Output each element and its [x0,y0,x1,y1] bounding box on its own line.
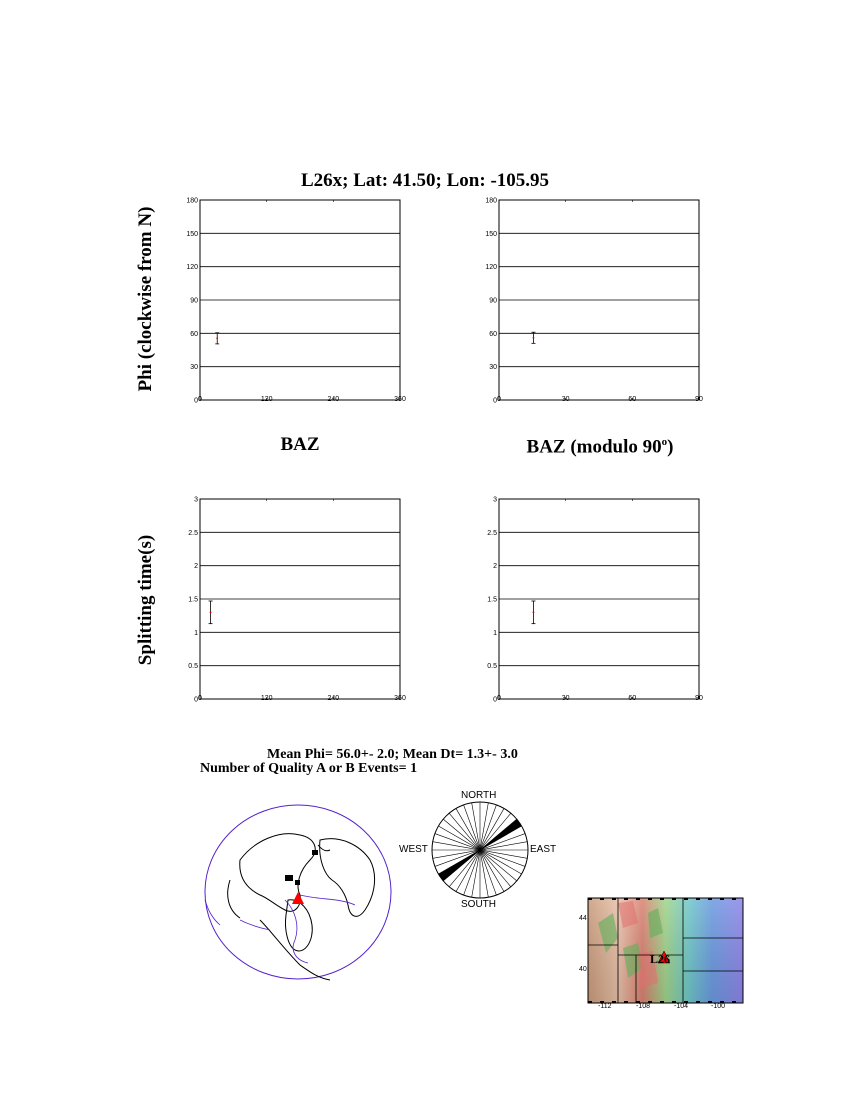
y-tick-label: 30 [190,364,198,372]
x-tick-label: 0 [497,396,501,403]
x-tick-label: 240 [327,396,340,403]
y-tick-label: 180 [485,197,497,205]
x-tick-label: 90 [695,695,703,702]
x-tick-label: 30 [561,396,570,403]
phi-vs-baz-svg [186,194,406,406]
x-tick-label: 30 [561,695,570,702]
x-tick-label: 360 [394,695,406,702]
y-tick-label: 2 [194,563,198,571]
baz-mod90-label [480,436,720,458]
y-tick-label: 60 [489,330,497,338]
lon-tick-100: -100 [711,1003,726,1010]
y-tick-label: 3 [493,496,497,504]
y-tick-label: 2.5 [487,529,497,537]
y-tick-label: 0 [493,397,497,405]
lon-tick-112: -112 [598,1003,612,1010]
y-tick-label: 0 [194,397,198,405]
lat-tick-44: 44 [579,915,587,922]
data-point [210,611,212,613]
y-tick-label: 2 [493,563,497,571]
y-tick-label: 0 [194,696,198,704]
x-tick-label: 90 [695,396,703,403]
y-tick-label: 120 [485,264,497,272]
x-tick-label: 360 [394,396,406,403]
x-tick-label: 120 [260,396,273,403]
phi-axis-label: Phi (clockwise from N) [135,206,156,392]
y-tick-label: 1.5 [487,596,497,604]
lat-tick-40: 40 [579,966,587,973]
y-tick-label: 3 [194,496,198,504]
mean-summary: Mean Phi= 56.0+- 2.0; Mean Dt= 1.3+- 3.0 [267,747,518,762]
globe-map [200,800,400,990]
rose-east-label: EAST [530,844,557,855]
page-title: L26x; Lat: 41.50; Lon: -105.95 [300,170,550,191]
rose-north-label: NORTH [461,790,497,801]
y-tick-label: 2.5 [188,529,198,537]
phi-vs-baz-plot [186,194,406,406]
station-map [578,893,750,1013]
event-marker-icon [292,892,304,904]
y-tick-label: 0 [493,696,497,704]
dt-axis-label: Splitting time(s) [135,534,156,666]
degree-mark: o [661,436,668,448]
y-tick-label: 0.5 [487,663,497,671]
y-tick-label: 180 [186,197,198,205]
y-tick-label: 90 [489,297,497,305]
y-tick-label: 150 [485,230,497,238]
baz-label: BAZ [280,434,320,455]
data-point [533,611,535,613]
y-tick-label: 30 [489,364,497,372]
x-tick-label: 60 [628,396,637,403]
dt-vs-baz-mod90-svg [489,493,704,705]
x-tick-label: 0 [198,695,202,702]
rose-west-label: WEST [399,844,428,855]
y-tick-label: 120 [186,264,198,272]
baz-mod90-close: ) [667,436,674,458]
baz-mod90-text: BAZ (modulo 90 [526,436,662,458]
dt-vs-baz-plot [190,493,405,705]
y-tick-label: 1.5 [188,596,198,604]
y-tick-label: 150 [186,230,198,238]
rose-south-label: SOUTH [461,899,496,910]
y-tick-label: 1 [194,629,198,637]
lon-tick-108: -108 [636,1003,651,1010]
data-point [216,337,218,339]
y-tick-label: 1 [493,629,497,637]
dt-vs-baz-svg [190,493,405,705]
dt-vs-baz-mod90-plot [489,493,704,705]
y-tick-label: 60 [190,330,198,338]
x-tick-label: 60 [628,695,637,702]
y-tick-label: 90 [190,297,198,305]
y-tick-label: 0.5 [188,663,198,671]
event-count: Number of Quality A or B Events= 1 [200,761,418,776]
x-tick-label: 120 [260,695,273,702]
phi-vs-baz-mod90-svg [485,194,704,406]
x-tick-label: 240 [327,695,340,702]
x-tick-label: 0 [198,396,202,403]
phi-vs-baz-mod90-plot [485,194,704,406]
rose-diagram [395,788,565,913]
data-point [533,337,535,339]
lon-tick-104: -104 [674,1003,689,1010]
x-tick-label: 0 [497,695,501,702]
station-label: L26 [650,952,671,966]
